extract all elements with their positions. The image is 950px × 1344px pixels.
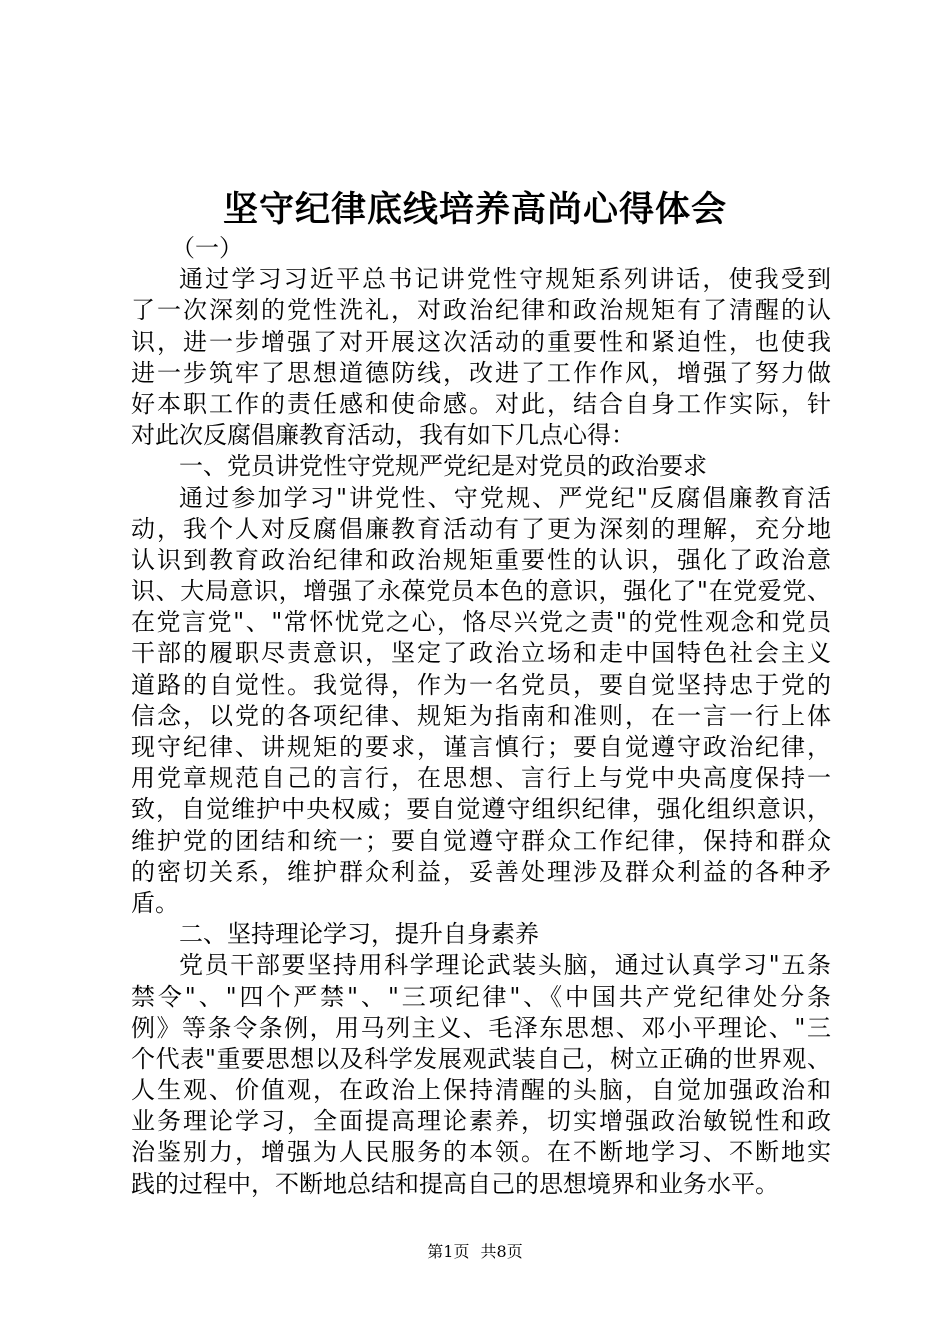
paragraph-line: 例》等条令条例，用马列主义、毛泽东思想、邓小平理论、"三: [131, 1013, 831, 1042]
paragraph-line: 识、大局意识，增强了永葆党员本色的意识，强化了"在党爱党、: [131, 577, 831, 606]
paragraph-line: 道路的自觉性。我觉得，作为一名党员，要自觉坚持忠于党的: [131, 670, 831, 699]
paragraph-line: 致，自觉维护中央权威；要自觉遵守组织纪律，强化组织意识，: [131, 795, 831, 824]
section-heading: 二、坚持理论学习，提升自身素养: [179, 920, 539, 949]
paragraph-line: 现守纪律、讲规矩的要求，谨言慎行；要自觉遵守政治纪律，: [131, 733, 831, 761]
paragraph-line: 的密切关系，维护群众利益，妥善处理涉及群众利益的各种矛: [131, 857, 831, 886]
document-title: 坚守纪律底线培养高尚心得体会: [222, 189, 727, 230]
paragraph-line: 了一次深刻的党性洗礼，对政治纪律和政治规矩有了清醒的认: [131, 296, 831, 325]
paragraph-line: 个代表"重要思想以及科学发展观武装自己，树立正确的世界观、: [131, 1044, 831, 1073]
paragraph-line: 进一步筑牢了思想道德防线，改进了工作作风，增强了努力做: [131, 358, 831, 387]
paragraph-line: 对此次反腐倡廉教育活动，我有如下几点心得：: [131, 421, 635, 450]
paragraph-line: 治鉴别力，增强为人民服务的本领。在不断地学习、不断地实: [131, 1138, 831, 1167]
paragraph-line: 践的过程中，不断地总结和提高自己的思想境界和业务水平。: [131, 1169, 779, 1198]
page-total: 共8页: [480, 1242, 523, 1261]
section-number: （一）: [171, 234, 243, 262]
section-heading: 一、党员讲党性守党规严党纪是对党员的政治要求: [179, 452, 707, 481]
paragraph-line: 维护党的团结和统一；要自觉遵守群众工作纪律，保持和群众: [131, 826, 831, 855]
paragraph-line: 在党言党"、"常怀忧党之心，恪尽兴党之责"的党性观念和党员: [131, 608, 831, 637]
paragraph-line: 用党章规范自己的言行，在思想、言行上与党中央高度保持一: [131, 764, 831, 793]
document-body: [131, 233, 831, 1200]
paragraph-line: 信念，以党的各项纪律、规矩为指南和准则，在一言一行上体: [131, 701, 831, 730]
paragraph-line: 通过参加学习"讲党性、守党规、严党纪"反腐倡廉教育活: [179, 483, 831, 512]
paragraph-line: 认识到教育政治纪律和政治规矩重要性的认识，强化了政治意: [131, 545, 831, 574]
paragraph-line: 党员干部要坚持用科学理论武装头脑，通过认真学习"五条: [179, 951, 831, 980]
page-footer: [0, 1240, 950, 1264]
paragraph-line: 禁令"、"四个严禁"、"三项纪律"、《中国共产党纪律处分条: [131, 982, 831, 1011]
paragraph-line: 好本职工作的责任感和使命感。对此，结合自身工作实际，针: [131, 389, 831, 418]
paragraph-line: 动，我个人对反腐倡廉教育活动有了更为深刻的理解，充分地: [131, 514, 831, 543]
paragraph-line: 干部的履职尽责意识，坚定了政治立场和走中国特色社会主义: [131, 639, 831, 668]
paragraph-line: 人生观、价值观，在政治上保持清醒的头脑，自觉加强政治和: [131, 1076, 831, 1105]
paragraph-line: 业务理论学习，全面提高理论素养，切实增强政治敏锐性和政: [131, 1107, 831, 1136]
paragraph-line: 盾。: [131, 888, 179, 917]
paragraph-line: 识，进一步增强了对开展这次活动的重要性和紧迫性，也使我: [131, 327, 831, 356]
paragraph-line: 通过学习习近平总书记讲党性守规矩系列讲话，使我受到: [179, 265, 831, 294]
page-number: 第1页: [427, 1242, 470, 1261]
